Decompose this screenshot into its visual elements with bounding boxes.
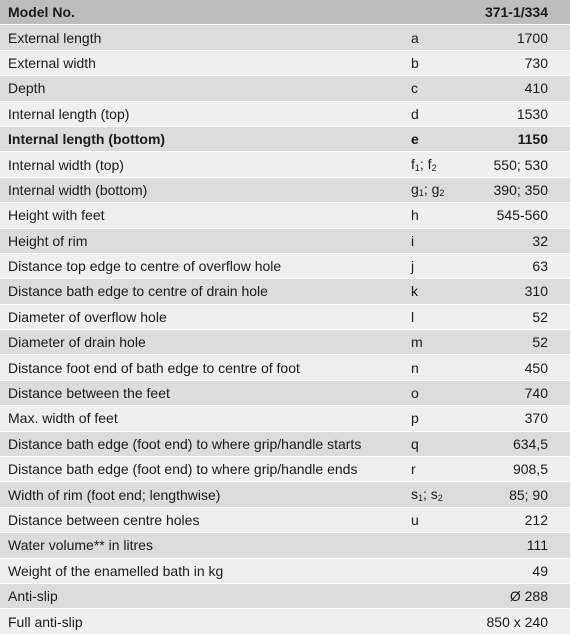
table-row [0,380,570,405]
row-label: Max. width of feet [0,406,403,431]
row-value: 730 [473,50,570,75]
table-row [0,457,570,482]
row-label: Water volume** in litres [0,533,403,558]
row-symbol: r [403,457,473,482]
row-value: 450 [473,355,570,380]
row-symbol: c [403,76,473,101]
row-value: 550; 530 [473,152,570,177]
table-row [0,203,570,228]
table-row [0,406,570,431]
row-symbol [403,609,473,634]
row-value: 390; 350 [473,177,570,202]
table-row [0,177,570,202]
row-symbol: m [403,330,473,355]
row-label: Full anti-slip [0,609,403,634]
row-symbol [403,558,473,583]
table-row [0,25,570,50]
table-row [0,609,570,634]
row-symbol: o [403,380,473,405]
row-label: Anti-slip [0,583,403,608]
row-label: Internal width (top) [0,152,403,177]
table-row [0,583,570,608]
row-symbol: $f_1$; $f_2$ [403,152,473,177]
row-label: Distance foot end of bath edge to centre of foot [0,355,403,380]
table-row [0,533,570,558]
row-label: Distance bath edge (foot end) to where grip/handle ends [0,457,403,482]
row-value: 212 [473,507,570,532]
row-symbol: $s_1$; $s_2$ [403,482,473,507]
row-symbol [403,583,473,608]
row-symbol: a [403,25,473,50]
row-value: 1530 [473,101,570,126]
table-row [0,507,570,532]
row-symbol: q [403,431,473,456]
row-label: Height of rim [0,228,403,253]
row-symbol: n [403,355,473,380]
table-row [0,126,570,151]
row-value: 63 [473,253,570,278]
row-value: 740 [473,380,570,405]
row-label: Internal width (bottom) [0,177,403,202]
row-label: Internal length (top) [0,101,403,126]
row-value: 1700 [473,25,570,50]
row-value: 410 [473,76,570,101]
row-label: Distance between the feet [0,380,403,405]
row-symbol: d [403,101,473,126]
row-symbol: e [403,126,473,151]
row-value: Ø 288 [473,583,570,608]
row-label: Width of rim (foot end; lengthwise) [0,482,403,507]
header-value: 371-1/334 [473,0,570,25]
table-row [0,279,570,304]
row-value: 850 x 240 [473,609,570,634]
table-row [0,76,570,101]
header-row [0,0,570,25]
row-label: Internal length (bottom) [0,126,403,151]
row-symbol: j [403,253,473,278]
row-symbol: u [403,507,473,532]
row-value: 32 [473,228,570,253]
row-label: Distance top edge to centre of overflow hole [0,253,403,278]
row-value: 908,5 [473,457,570,482]
table-row [0,355,570,380]
row-value: 85; 90 [473,482,570,507]
row-value: 111 [473,533,570,558]
row-value: 49 [473,558,570,583]
table-row [0,152,570,177]
row-label: Distance bath edge (foot end) to where grip/handle starts [0,431,403,456]
row-label: Diameter of drain hole [0,330,403,355]
row-label: Distance bath edge to centre of drain hole [0,279,403,304]
row-label: Weight of the enamelled bath in kg [0,558,403,583]
row-label: Height with feet [0,203,403,228]
row-label: Distance between centre holes [0,507,403,532]
table-row [0,101,570,126]
row-symbol: l [403,304,473,329]
row-value: 545-560 [473,203,570,228]
table-row [0,304,570,329]
table-row [0,482,570,507]
row-symbol: p [403,406,473,431]
table-row [0,228,570,253]
header-symbol [403,0,473,25]
row-value: 1150 [473,126,570,151]
table-row [0,253,570,278]
row-value: 310 [473,279,570,304]
table-row [0,330,570,355]
row-value: 52 [473,330,570,355]
row-value: 52 [473,304,570,329]
row-symbol [403,533,473,558]
row-symbol: $g_1$; $g_2$ [403,177,473,202]
row-symbol: i [403,228,473,253]
row-symbol: b [403,50,473,75]
row-label: Depth [0,76,403,101]
row-symbol: h [403,203,473,228]
row-value: 370 [473,406,570,431]
table-row [0,431,570,456]
header-label: Model No. [0,0,403,25]
row-label: External length [0,25,403,50]
table-row [0,50,570,75]
table-row [0,558,570,583]
row-label: External width [0,50,403,75]
row-label: Diameter of overflow hole [0,304,403,329]
row-value: 634,5 [473,431,570,456]
row-symbol: k [403,279,473,304]
